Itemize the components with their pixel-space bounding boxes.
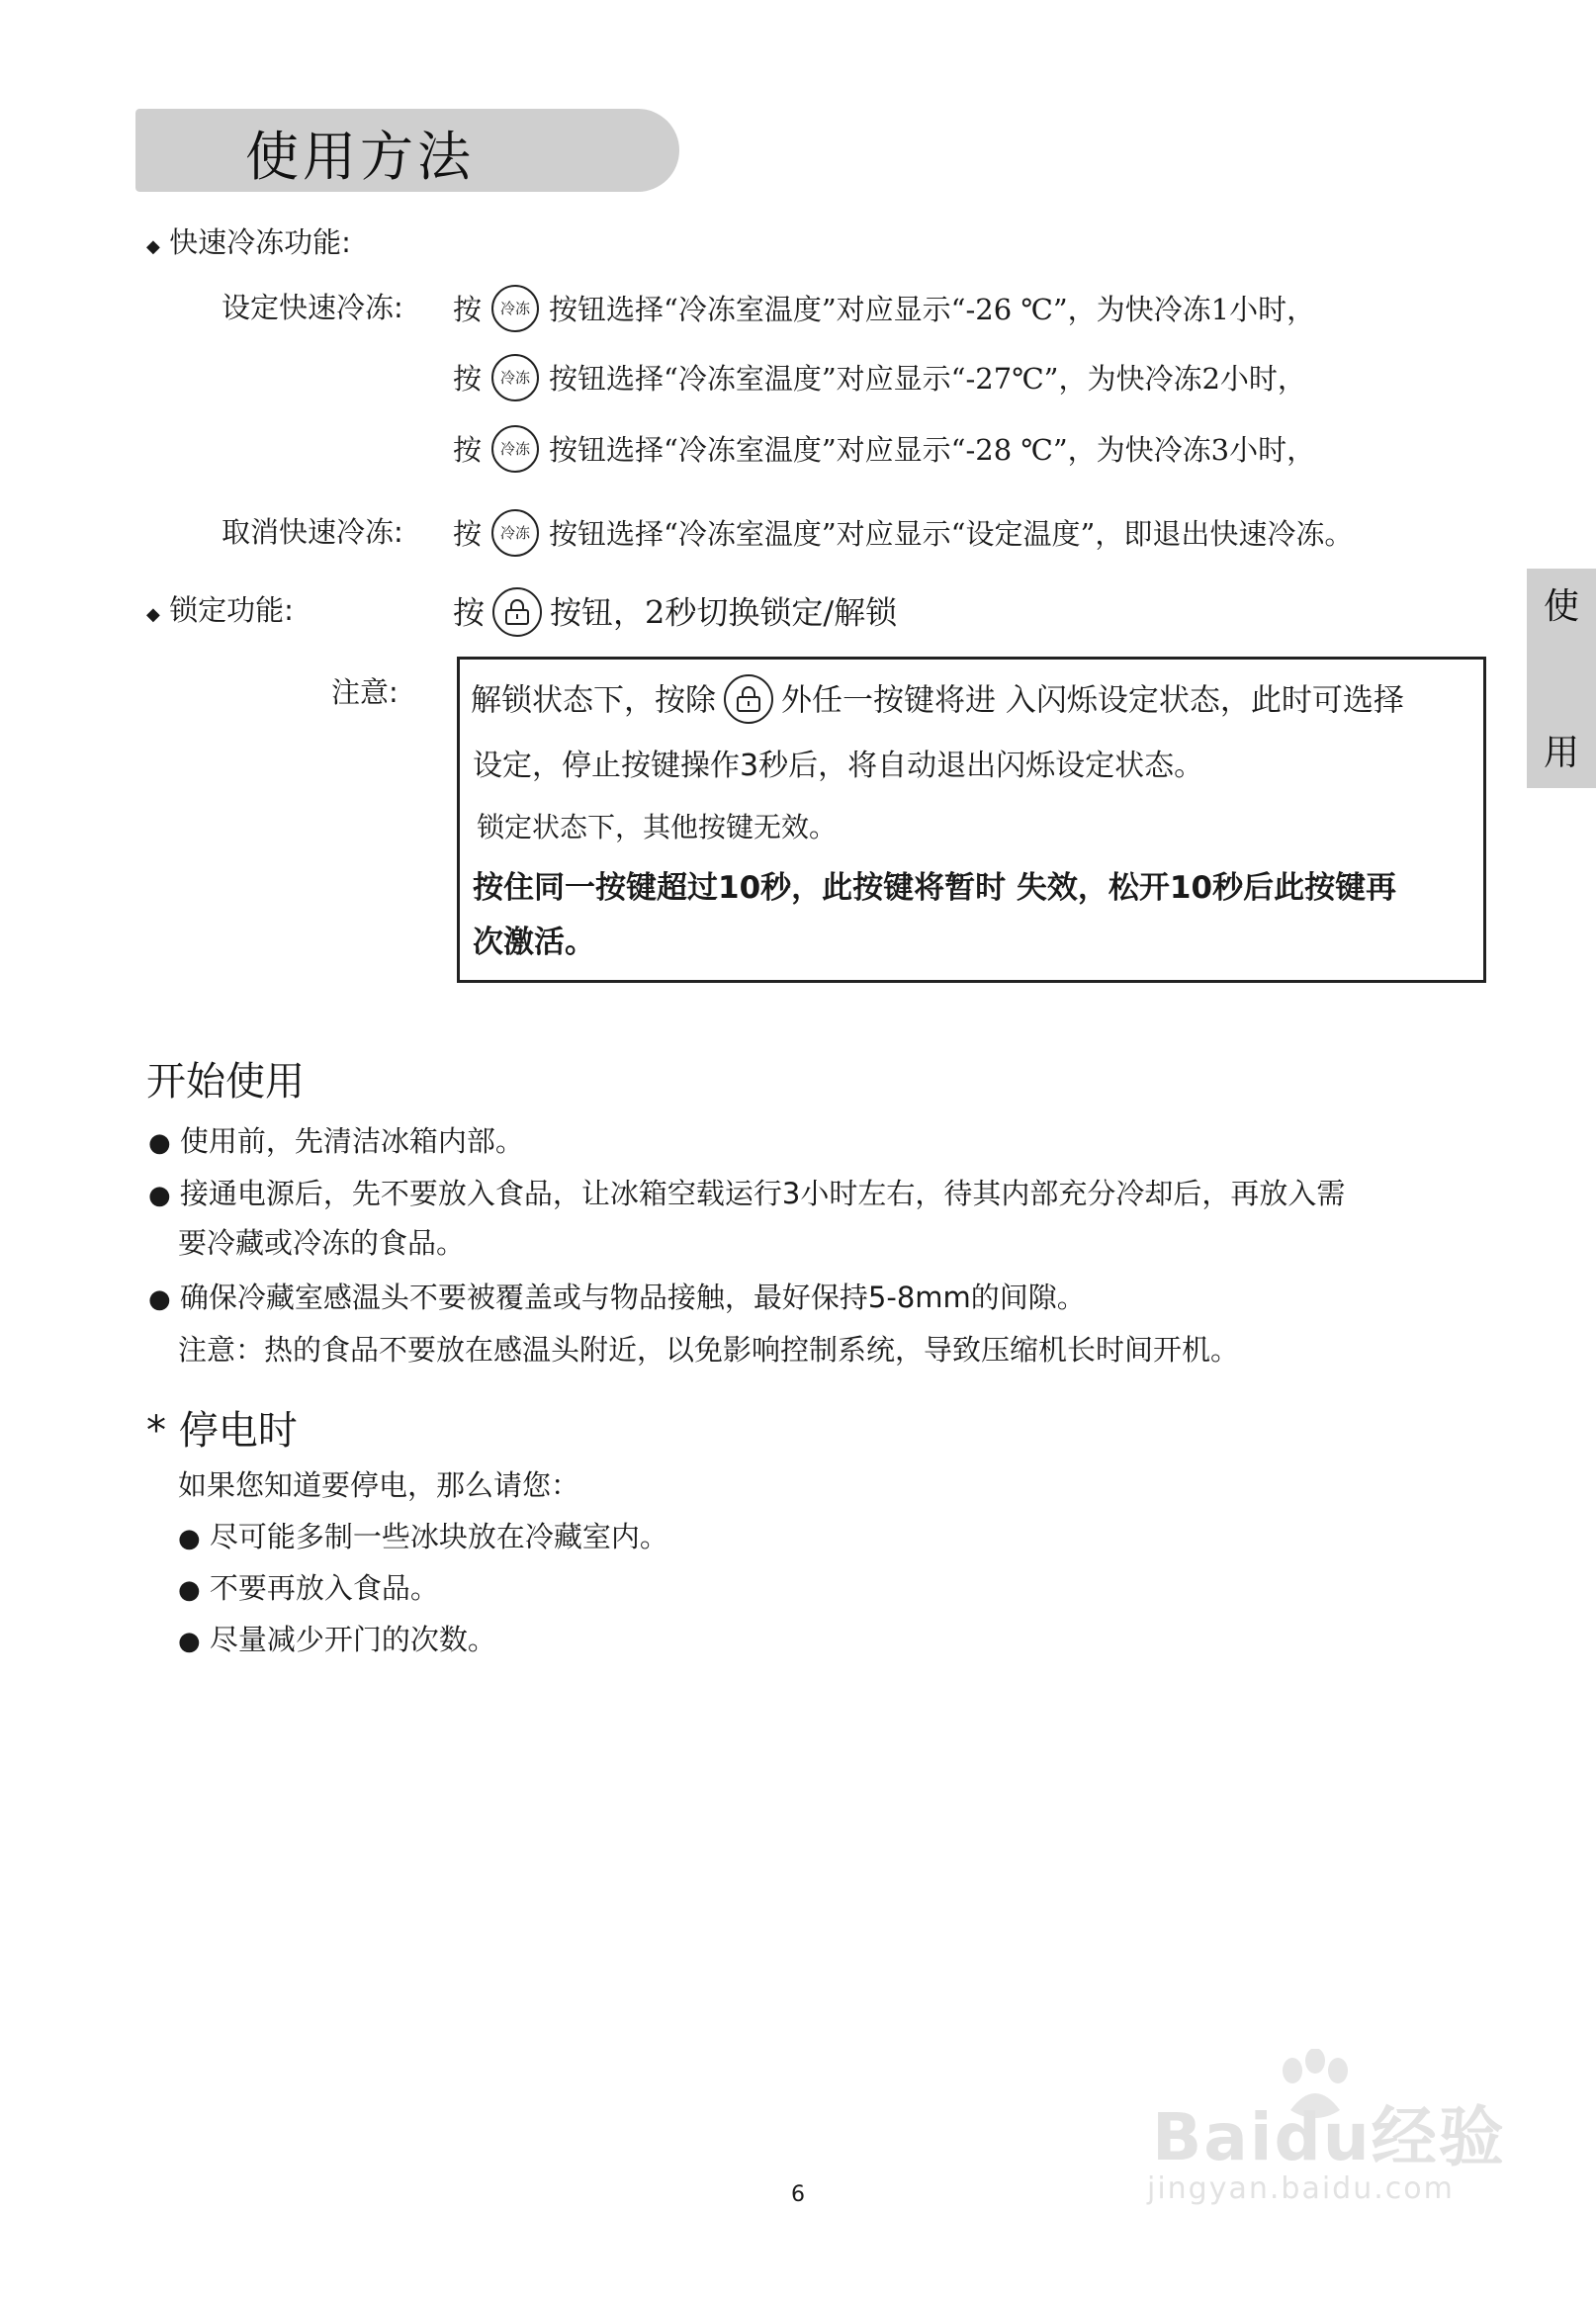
note-line-5: 次激活。 bbox=[473, 925, 595, 960]
set-quick-freeze-label: 设定快速冷冻: bbox=[222, 291, 403, 324]
list-item: ● 尽量减少开门的次数。 bbox=[178, 1623, 496, 1656]
freeze-row-1: 按 冷冻 按钮选择“冷冻室温度”对应显示“-26 ℃”，为快冷冻1小时， bbox=[453, 288, 1315, 335]
watermark-url: jingyan.baidu.com bbox=[1147, 2171, 1455, 2206]
cancel-quick-freeze-label: 取消快速冷冻: bbox=[222, 515, 403, 549]
bullet-icon: ● bbox=[178, 1575, 201, 1605]
lock-icon bbox=[724, 674, 773, 724]
quick-freeze-heading: ◆ 快速冷冻功能: bbox=[146, 225, 351, 259]
note-label: 注意: bbox=[331, 675, 399, 709]
power-off-intro: 如果您知道要停电，那么请您： bbox=[178, 1468, 580, 1502]
bullet-icon: ● bbox=[178, 1627, 201, 1656]
list-item: ● 尽可能多制一些冰块放在冷藏室内。 bbox=[178, 1520, 668, 1553]
side-tab bbox=[1527, 569, 1596, 788]
power-off-heading: * 停电时 bbox=[146, 1408, 298, 1454]
diamond-bullet-icon: ◆ bbox=[146, 236, 160, 257]
note-line-4: 按住同一按键超过10秒，此按键将暂时 失效，松开10秒后此按键再 bbox=[473, 870, 1397, 906]
freeze-row-3: 按 冷冻 按钮选择“冷冻室温度”对应显示“-28 ℃”，为快冷冻3小时， bbox=[453, 428, 1315, 476]
list-item-continued: 要冷藏或冷冻的食品。 bbox=[178, 1226, 466, 1260]
note-line-3: 锁定状态下，其他按键无效。 bbox=[477, 811, 838, 843]
page-title: 使用方法 bbox=[245, 126, 475, 188]
start-heading: 开始使用 bbox=[146, 1059, 305, 1105]
note-line-2: 设定，停止按键操作3秒后，将自动退出闪烁设定状态。 bbox=[473, 749, 1204, 783]
list-item: ● 不要再放入食品。 bbox=[178, 1571, 439, 1605]
side-tab-char-1: 使 bbox=[1543, 586, 1579, 627]
freeze-button-icon: 冷冻 bbox=[491, 285, 539, 332]
side-tab-char-2: 用 bbox=[1543, 733, 1579, 773]
list-item: ● 确保冷藏室感温头不要被覆盖或与物品接触，最好保持5-8mm的间隙。 bbox=[148, 1281, 1086, 1314]
freeze-button-icon: 冷冻 bbox=[491, 509, 539, 557]
freeze-button-icon: 冷冻 bbox=[491, 425, 539, 473]
freeze-button-icon: 冷冻 bbox=[491, 354, 539, 401]
list-item: ● 使用前，先清洁冰箱内部。 bbox=[148, 1124, 524, 1158]
page-number: 6 bbox=[791, 2182, 805, 2207]
bullet-icon: ● bbox=[148, 1128, 171, 1158]
freeze-row-2: 按 冷冻 按钮选择“冷冻室温度”对应显示“-27℃”，为快冷冻2小时， bbox=[453, 357, 1306, 404]
start-note: 注意：热的食品不要放在感温头附近，以免影响控制系统，导致压缩机长时间开机。 bbox=[178, 1333, 1240, 1367]
lock-row: 按 按钮，2秒切换锁定/解锁 bbox=[453, 590, 897, 640]
bullet-icon: ● bbox=[178, 1524, 201, 1553]
list-item: ● 接通电源后，先不要放入食品，让冰箱空载运行3小时左右，待其内部充分冷却后，再放入需 bbox=[148, 1177, 1346, 1210]
lock-heading: ◆ 锁定功能: bbox=[146, 593, 294, 627]
cancel-freeze-row: 按 冷冻 按钮选择“冷冻室温度”对应显示“设定温度”，即退出快速冷冻。 bbox=[453, 512, 1353, 560]
bullet-icon: ● bbox=[148, 1181, 171, 1210]
watermark-brand: Baidu经验 bbox=[1152, 2099, 1506, 2175]
note-line-1: 解锁状态下，按除 外任一按键将进 入闪烁设定状态，此时可选择 bbox=[471, 677, 1404, 727]
diamond-bullet-icon: ◆ bbox=[146, 604, 160, 625]
lock-icon bbox=[492, 587, 542, 637]
bullet-icon: ● bbox=[148, 1284, 171, 1314]
